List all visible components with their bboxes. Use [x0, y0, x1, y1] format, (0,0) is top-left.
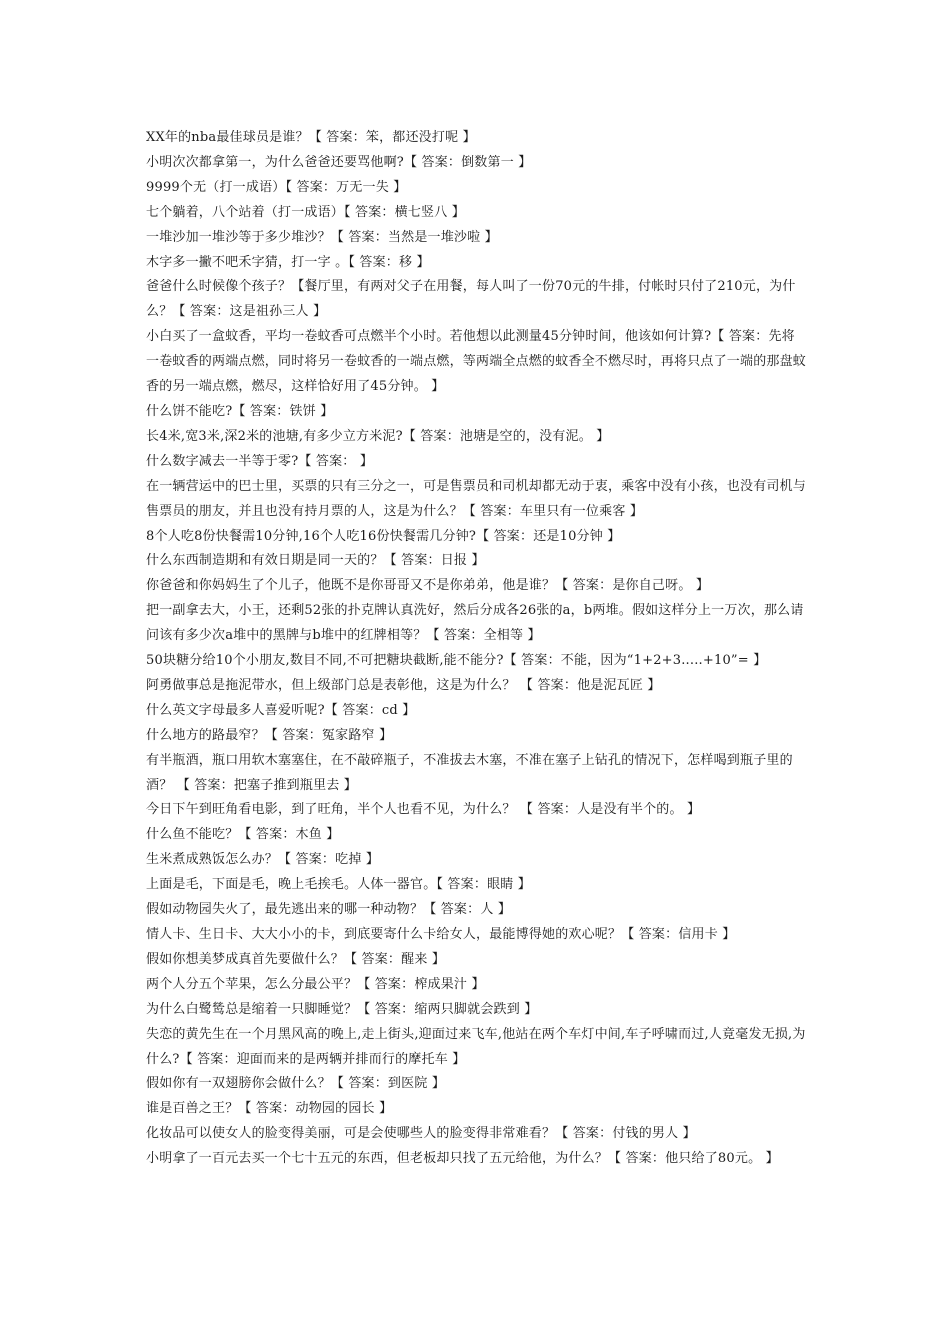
- riddle-line: 假如你想美梦成真首先要做什么？【 答案：醒来 】: [146, 951, 446, 967]
- riddle-line: 上面是毛，下面是毛，晚上毛挨毛。人体一器官。【 答案：眼睛 】: [146, 877, 531, 893]
- riddle-line: 假如你有一双翅膀你会做什么？【 答案：到医院 】: [146, 1076, 446, 1092]
- riddle-line: 小明次次都拿第一，为什么爸爸还要骂他啊?【 答案：倒数第一 】: [146, 154, 532, 170]
- riddle-line: 化妆品可以使女人的脸变得美丽，可是会使哪些人的脸变得非常难看？【 答案：付钱的男人 】: [146, 1126, 696, 1142]
- riddle-line: 失恋的黄先生在一个月黑风高的晚上,走上街头,迎面过来飞车,他站在两个车灯中间,车子呼啸而过,人竟毫发无损,为什么?【 答案：迎面而来的是两辆并排而行的摩托车 】: [146, 1026, 806, 1067]
- riddle-line: 你爸爸和你妈妈生了个儿子，他既不是你哥哥又不是你弟弟，他是谁？【 答案：是你自己呀。 】: [146, 578, 710, 594]
- riddle-line: 什么东西制造期和有效日期是同一天的？【 答案：日报 】: [146, 553, 485, 569]
- riddle-line: 七个躺着，八个站着（打一成语）【 答案：横七竖八 】: [146, 204, 465, 220]
- riddle-line: 木字多一撇不吧禾字猜，打一字 。【 答案：移 】: [146, 254, 430, 270]
- riddle-line: 两个人分五个苹果，怎么分最公平？【 答案：榨成果汁 】: [146, 976, 485, 992]
- riddle-line: 什么英文字母最多人喜爱听呢?【 答案：cd 】: [146, 702, 416, 718]
- riddle-line: 长4米,宽3米,深2米的池塘,有多少立方米泥?【 答案：池塘是空的，没有泥。 】: [146, 428, 610, 444]
- riddle-line: 在一辆营运中的巴士里，买票的只有三分之一，可是售票员和司机却都无动于衷，乘客中没有小孩，也没有司机与售票员的朋友，并且也没有持月票的人，这是为什么？【 答案：车里只有一位乘客 】: [146, 478, 807, 519]
- riddle-line: 爸爸什么时候像个孩子？【餐厅里，有两对父子在用餐，每人叫了一份70元的牛排，付帐时只付了210元，为什么？【 答案：这是祖孙三人 】: [146, 279, 796, 320]
- riddle-line: 情人卡、生日卡、大大小小的卡，到底要寄什么卡给女人，最能博得她的欢心呢？【 答案：信用卡 】: [146, 927, 736, 942]
- riddle-line: 什么饼不能吃?【 答案：铁饼 】: [146, 403, 334, 419]
- riddle-line: 什么地方的路最窄？【 答案：冤家路窄 】: [146, 727, 393, 743]
- riddle-list: [146, 126, 806, 1172]
- riddle-line: 为什么白鹭鸶总是缩着一只脚睡觉？【 答案：缩两只脚就会跌到 】: [146, 1001, 538, 1017]
- riddle-line: 小明拿了一百元去买一个七十五元的东西，但老板却只找了五元给他，为什么？【 答案：他只给了80元。 】: [146, 1151, 779, 1167]
- riddle-line: 假如动物园失火了，最先逃出来的哪一种动物？【 答案：人 】: [146, 902, 512, 918]
- riddle-line: 8个人吃8份快餐需10分钟,16个人吃16份快餐需几分钟?【 答案：还是10分钟 】: [146, 528, 621, 544]
- riddle-line: 有半瓶酒，瓶口用软木塞塞住，在不敲碎瓶子，不准拔去木塞，不准在塞子上钻孔的情况下，怎样喝到瓶子里的酒？ 【 答案：把塞子推到瓶里去 】: [146, 752, 793, 793]
- riddle-line: 9999个无（打一成语）【 答案：万无一失 】: [146, 179, 407, 195]
- riddle-line: 小白买了一盒蚊香，平均一卷蚊香可点燃半个小时。若他想以此测量45分钟时间，他该如何计算?【 答案：先将一卷蚊香的两端点燃，同时将另一卷蚊香的一端点燃，等两端全点燃的蚊香全不燃尽时，再将只点了一端的那盘蚊香的另一端点燃，燃尽，这样恰好用了45分钟。 】: [146, 329, 807, 395]
- riddle-line: 一堆沙加一堆沙等于多少堆沙？【 答案：当然是一堆沙啦 】: [146, 229, 498, 245]
- riddle-line: 什么鱼不能吃？【 答案：木鱼 】: [146, 827, 340, 843]
- riddle-line: XX年的nba最佳球员是谁？【 答案：笨，都还没打呢 】: [146, 130, 476, 145]
- riddle-line: 生米煮成熟饭怎么办？【 答案：吃掉 】: [146, 852, 380, 868]
- riddle-line: 今日下午到旺角看电影，到了旺角，半个人也看不见，为什么？ 【 答案：人是没有半个的。 】: [146, 802, 701, 818]
- riddle-line: 50块糖分给10个小朋友,数目不同,不可把糖块截断,能不能分?【 答案：不能，因为“1+2+3.....+10”= 】: [146, 653, 767, 669]
- riddle-line: 阿勇做事总是拖泥带水，但上级部门总是表彰他，这是为什么？ 【 答案：他是泥瓦匠 】: [146, 677, 661, 693]
- riddle-line: 把一副拿去大，小王，还剩52张的扑克牌认真洗好，然后分成各26张的a，b两堆。假如这样分上一万次，那么请问该有多少次a堆中的黑牌与b堆中的红牌相等？【 答案：全相等 】: [146, 603, 804, 644]
- riddle-line: 什么数字减去一半等于零?【 答案： 】: [146, 453, 374, 469]
- riddle-line: 谁是百兽之王？【 答案：动物园的园长 】: [146, 1101, 393, 1117]
